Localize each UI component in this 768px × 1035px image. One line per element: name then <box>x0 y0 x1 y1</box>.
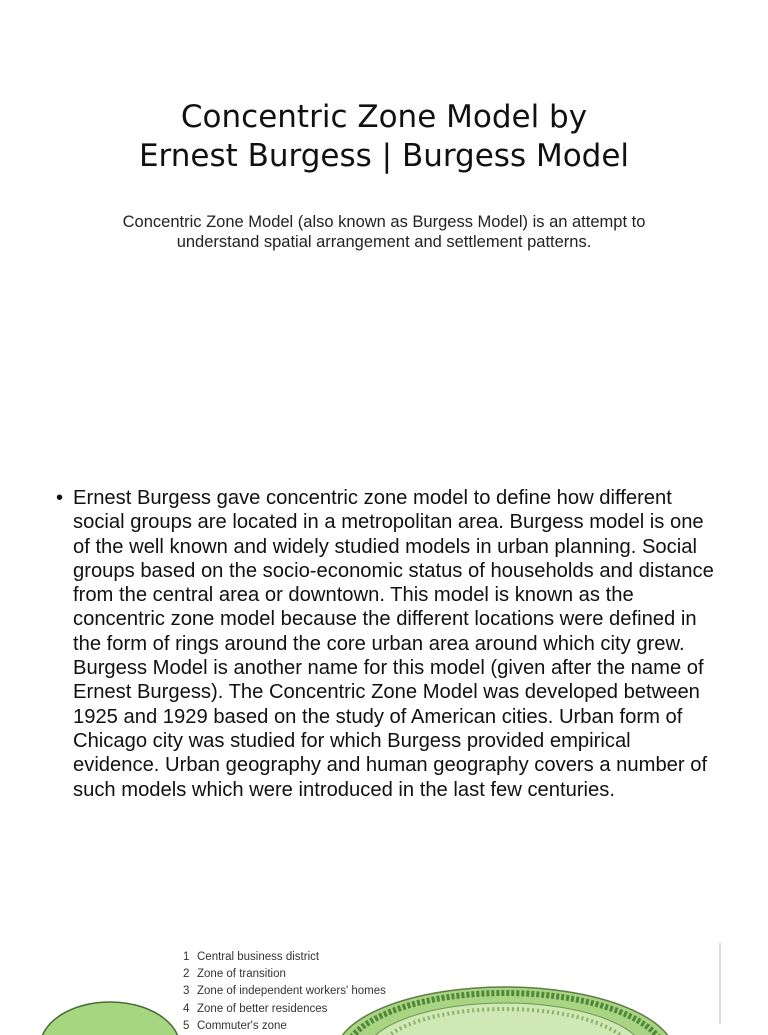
legend-item <box>183 1001 386 1018</box>
legend-number: 3 <box>183 985 190 998</box>
legend-item <box>183 966 386 983</box>
bullet-list <box>56 486 716 802</box>
legend-label: Zone of better residences <box>197 1002 328 1015</box>
page-subtitle: Concentric Zone Model (also known as Burgess Model) is an attempt to understand spatial arrangement and settlement patterns. <box>122 213 646 251</box>
zone-legend <box>183 949 386 1035</box>
page-title <box>40 98 728 176</box>
legend-label: Commuter's zone <box>197 1019 287 1032</box>
title-line-2: Ernest Burgess | Burgess Model <box>138 138 630 174</box>
legend-number: 1 <box>183 951 190 963</box>
legend-item <box>183 1018 386 1035</box>
legend-item <box>183 949 386 966</box>
title-line-1: Concentric Zone Model by <box>180 99 588 135</box>
bullet-text: Ernest Burgess gave concentric zone model to define how different social groups are located in a metropolitan area. Burgess model is one of the well known and widely studied models in urban planning. Social groups based on the socio-economic status of households and distance from the central area or downtown. This model is known as the concentric zone model because the different locations were defined in the form of rings around the core urban area around which city grew. Burgess Model is another name for this model (given after the name of Ernest Burgess). The Concentric Zone Model was developed between 1925 and 1929 based on the study of American cities. Urban form of Chicago city was studied for which Burgess provided empirical evidence. Urban geography and human geography covers a number of such models which were introduced in the last few centuries. <box>73 487 714 801</box>
legend-label: Zone of independent workers' homes <box>197 985 386 998</box>
legend-number: 4 <box>183 1002 190 1015</box>
bullet-marker: • <box>56 487 64 509</box>
legend-label: Central business district <box>197 951 320 963</box>
zone-circle-left <box>40 1002 180 1035</box>
legend-number: 5 <box>183 1019 190 1032</box>
legend-label: Zone of transition <box>197 968 286 981</box>
legend-number: 2 <box>183 968 190 981</box>
burgess-model-figure <box>0 935 768 1032</box>
figure-edge-divider <box>719 943 721 1024</box>
bullet-item <box>56 486 716 802</box>
legend-item <box>183 983 386 1000</box>
